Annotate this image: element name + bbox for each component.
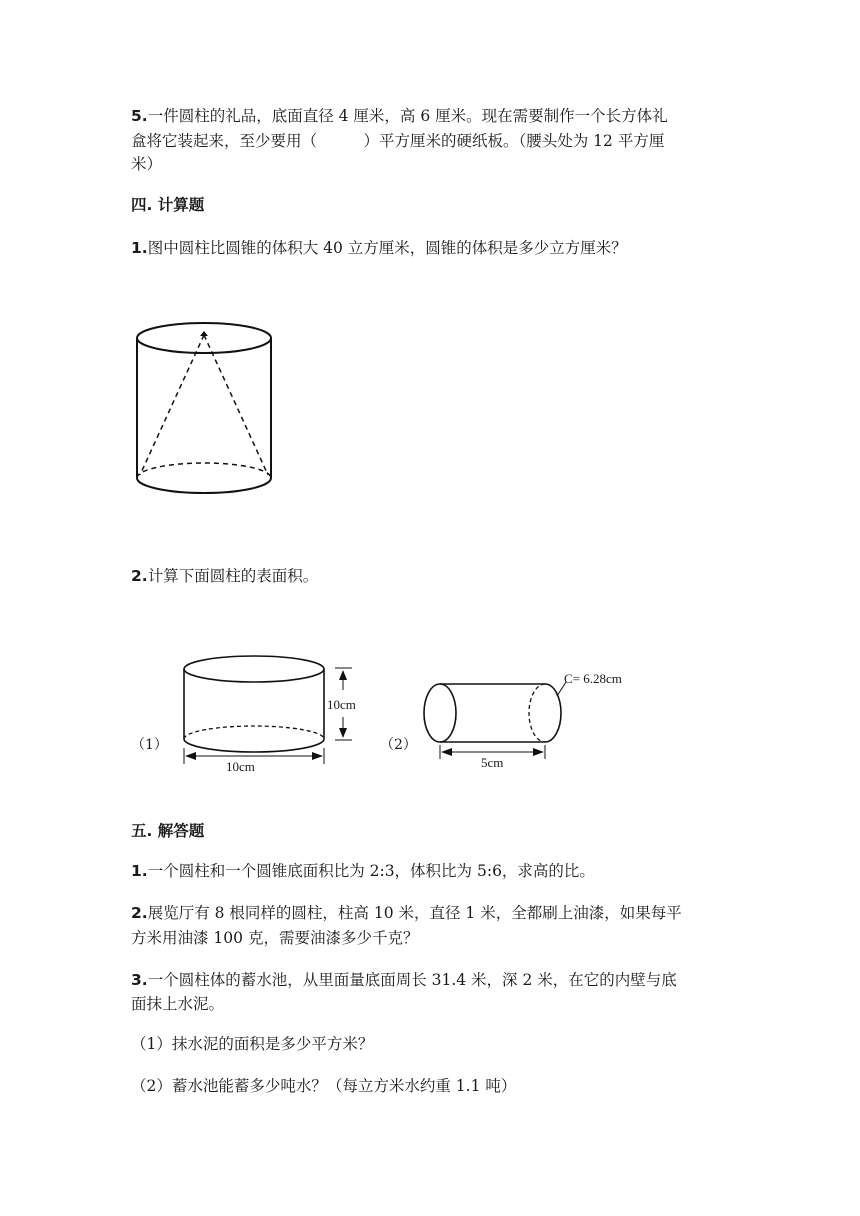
cylinder-cone-figure: [130, 318, 280, 498]
s5-q3-sub1: （1）抹水泥的面积是多少平方米？: [131, 1035, 374, 1053]
fig1-width-label: 10cm: [226, 759, 255, 774]
cylinder-figure-1: [178, 652, 378, 772]
section4-heading: 四. 计算题: [131, 196, 205, 214]
q5-line2: 盒将它装起来，至少要用（ ）平方厘米的硬纸板。（腰头处为 12 平方厘: [131, 132, 665, 150]
section5-heading: 五. 解答题: [131, 822, 205, 840]
fig2-label: （2）: [380, 737, 417, 753]
s5-q1-text: 一个圆柱和一个圆锥底面积比为 2:3，体积比为 5:6，求高的比。: [147, 862, 595, 880]
s5-q1-number: 1.: [131, 862, 148, 880]
s5-q2-text-1: 展览厅有 8 根同样的圆柱，柱高 10 米，直径 1 米，全都刷上油漆，如果每平: [147, 904, 682, 922]
fig1-label: （1）: [131, 737, 168, 753]
cylinder-figure-2: [418, 666, 638, 776]
s4-q1-number: 1.: [131, 239, 148, 257]
fig1-height-label: 10cm: [327, 697, 356, 712]
q5-number: 5.: [131, 107, 148, 125]
fig2-circumference-label: C= 6.28cm: [564, 671, 622, 686]
s5-q3-sub2: （2）蓄水池能蓄多少吨水？（每立方米水约重 1.1 吨）: [131, 1077, 517, 1095]
q5-line3: 米）: [131, 155, 163, 173]
s5-q2-line2: 方米用油漆 100 克，需要油漆多少千克？: [131, 929, 419, 947]
s5-q3-line2: 面抹上水泥。: [131, 995, 225, 1013]
s4-q2-number: 2.: [131, 567, 148, 585]
s5-q3-number: 3.: [131, 971, 148, 989]
s4-q2: [131, 565, 318, 587]
s4-q1-text: 图中圆柱比圆锥的体积大 40 立方厘米，圆锥的体积是多少立方厘米？: [147, 239, 627, 257]
s4-q2-text: 计算下面圆柱的表面积。: [147, 567, 319, 585]
q5-line1: [131, 105, 668, 127]
s5-q2-line1: [131, 902, 682, 924]
s5-q2-number: 2.: [131, 904, 148, 922]
s5-q3-text-1: 一个圆柱体的蓄水池，从里面量底面周长 31.4 米，深 2 米，在它的内壁与底: [147, 971, 677, 989]
s4-q1: [131, 237, 627, 259]
fig2-length-label: 5cm: [481, 755, 504, 770]
s5-q1: [131, 860, 595, 882]
s5-q3-line1: [131, 969, 677, 991]
q5-text-1: 一件圆柱的礼品，底面直径 4 厘米，高 6 厘米。现在需要制作一个长方体礼: [147, 107, 668, 125]
